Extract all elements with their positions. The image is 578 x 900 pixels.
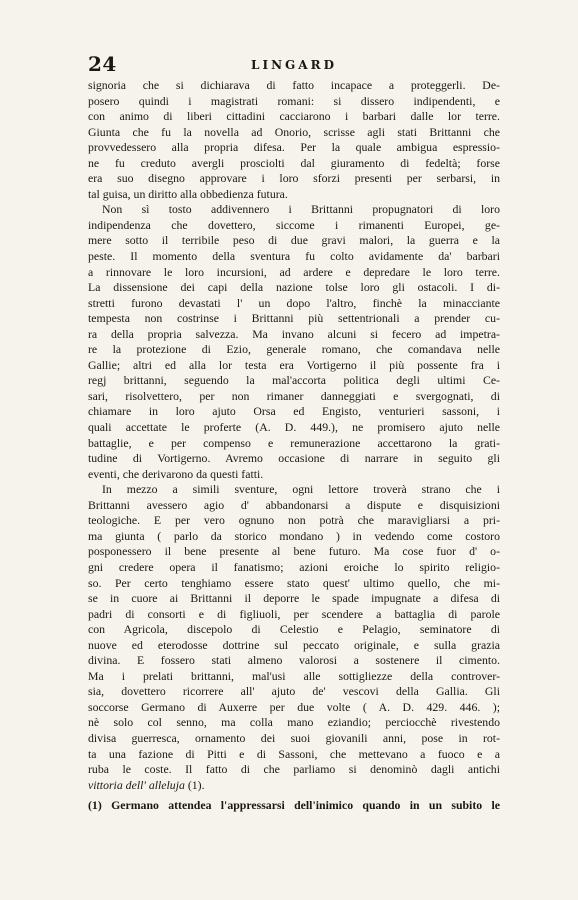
text-line: divina. E fossero stati almeno valorosi a sostenere il cimento. bbox=[88, 653, 500, 668]
text-line: a rinnovare le loro incursioni, ad ardere e depredare le loro terre. bbox=[88, 264, 500, 279]
text-line: ra della propria salvezza. Ma invano alcuni si fecero ad impetra- bbox=[88, 326, 500, 341]
closing-italic: vittoria dell' alleluja bbox=[88, 777, 185, 792]
text-line: tal guisa, un diritto alla obbedienza futura. bbox=[88, 186, 288, 201]
text-line: ruba le coste. Il fatto di che parliamo si denominò dagli antichi bbox=[88, 762, 500, 777]
text-line: mere sotto il terribile peso di due gravi malori, la guerra e la bbox=[88, 233, 500, 248]
text-line: ta una fazione di Pitti e di Sassoni, che mettevano a fuoco e a bbox=[88, 746, 500, 761]
closing-suffix: (1). bbox=[184, 777, 205, 792]
running-head: LINGARD bbox=[251, 58, 337, 72]
text-line: se in cuore ai Brittanni il deporre le spade impugnate a difesa di bbox=[88, 591, 500, 606]
text-line: chiamare in loro ajuto Orsa ed Engisto, venturieri sassoni, i bbox=[88, 404, 500, 419]
text-line: con animo di liberi cittadini cacciarono i barbari dalle lor terre. bbox=[88, 109, 500, 124]
text-line: signoria che si dichiarava di fatto incapace a proteggerli. De- bbox=[88, 78, 500, 92]
page-number: 24 bbox=[88, 52, 117, 76]
text-line: battaglie, e per compenso e remunerazione accettarono la grati- bbox=[88, 435, 500, 450]
text-line: Gallie; altri ed alla lor testa era Vortigerno il più possente fra i bbox=[88, 357, 500, 372]
text-line: Non sì tosto addivennero i Brittanni propugnatori di loro bbox=[102, 202, 500, 217]
text-line: Giunta che fu la novella ad Onorio, scrisse agli stati Brittanni che bbox=[88, 124, 500, 139]
text-line: gni credere opera il fanatismo; azioni eroiche lo spirito religio- bbox=[88, 559, 500, 574]
body-text bbox=[88, 78, 500, 793]
text-line: padri di consorti e di figliuoli, per scendere a battaglia di parole bbox=[88, 606, 500, 621]
text-line: tempesta non costrinse i Brittanni più settentrionali a prender cu- bbox=[88, 311, 500, 326]
text-line: Ma i prelati brittanni, mal'usi alle sottigliezze della controver- bbox=[88, 668, 500, 683]
text-line: teologiche. E per vero ognuno non potrà che maravigliarsi a pri- bbox=[88, 513, 500, 528]
text-line: stretti furono devastati l' un dopo l'altro, finchè la minacciante bbox=[88, 295, 500, 310]
text-line: nuove ed eterodosse dottrine sul peccato originale, e sulla grazia bbox=[88, 637, 500, 652]
text-line: soccorse Germano di Auxerre per due volte ( A. D. 429. 446. ); bbox=[88, 699, 500, 714]
text-line: eventi, che derivarono da questi fatti. bbox=[88, 466, 264, 481]
text-line: posponessero il bene presente al bene futuro. Ma cose fuor d' o- bbox=[88, 544, 500, 559]
text-line: posero quindi i magistrati romani: si dissero indipendenti, e bbox=[88, 93, 500, 108]
text-line: so. Per certo tenghiamo essere stato quest' ultimo quello, che mi- bbox=[88, 575, 500, 590]
text-line: divisa guerresca, ornamento dei suoi giovanili anni, pose in rot- bbox=[88, 730, 500, 745]
footnote: (1) Germano attendea l'appressarsi dell'inimico quando in un subito le bbox=[88, 798, 500, 812]
text-line: La dissensione dei capi della nazione tolse loro gli ostacoli. I di- bbox=[88, 280, 500, 295]
text-line: Brittanni avessero agio d' abbandonarsi a dispute e disquisizioni bbox=[88, 497, 500, 512]
text-line: era suo disegno approvare i loro sforzi presenti per serbarsi, in bbox=[88, 171, 500, 186]
closing-line bbox=[88, 778, 500, 794]
text-line: ma giunta ( parlo da storico mondano ) in vedendo come costoro bbox=[88, 528, 500, 543]
text-line: peste. Il momento della sventura fu colto avidamente da' barbari bbox=[88, 249, 500, 264]
text-line: regj brittanni, seguendo la mal'accorta politica degli ultimi Ce- bbox=[88, 373, 500, 388]
text-line: ne fu creduto avergli prosciolti dal giuramento di fedeltà; forse bbox=[88, 155, 500, 170]
text-line: con Agricola, discepolo di Celestio e Pelagio, seminatore di bbox=[88, 622, 500, 637]
text-line: quali accettate le proferte (A. D. 449.), ne promisero ajuto nelle bbox=[88, 420, 500, 435]
page-header bbox=[88, 52, 500, 78]
text-line: In mezzo a simili sventure, ogni lettore troverà strano che i bbox=[102, 482, 500, 497]
text-line: provvedessero alla propria difesa. Per la quale ambigua espressio- bbox=[88, 140, 500, 155]
text-line: indipendenza che dovettero, siccome i rimanenti Europei, ge- bbox=[88, 217, 500, 232]
text-line: nè solo col senno, ma colla mano eziandio; perciocchè rivestendo bbox=[88, 715, 500, 730]
text-line: tudine di Vortigerno. Avremo occasione di narrare in seguito gli bbox=[88, 451, 500, 466]
text-line: sari, risolvettero, per non rimaner danneggiati e svergognati, di bbox=[88, 388, 500, 403]
text-line: sia, dovettero ricorrere all' ajuto de' vescovi della Gallia. Gli bbox=[88, 684, 500, 699]
text-line: re la protezione di Ezio, generale romano, che comandava nelle bbox=[88, 342, 500, 357]
